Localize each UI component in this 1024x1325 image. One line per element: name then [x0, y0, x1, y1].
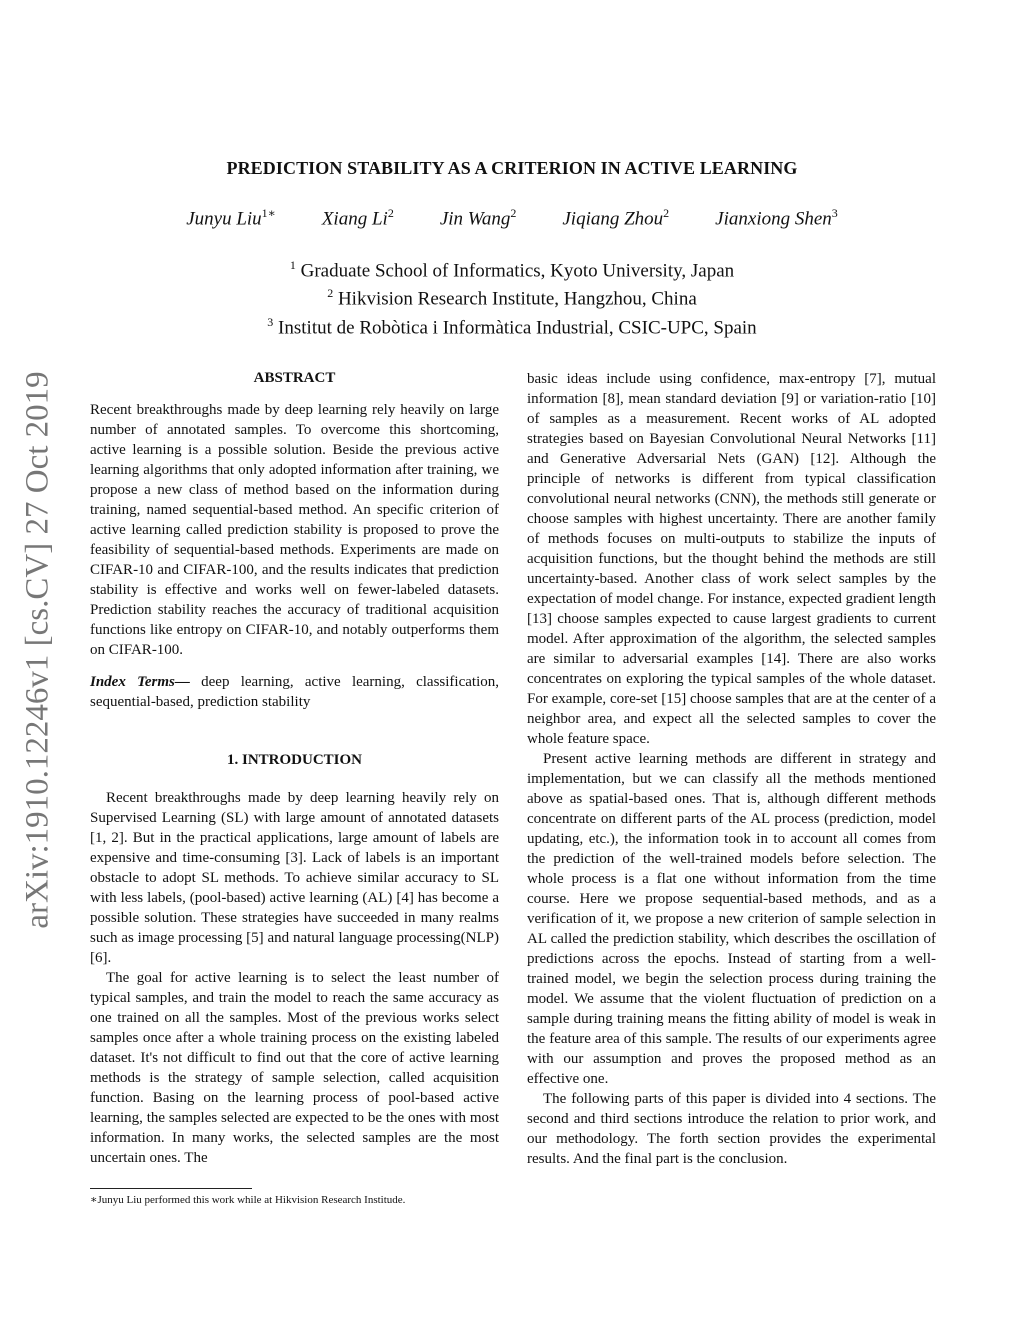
author-name: Junyu Liu: [186, 208, 262, 230]
abstract-text: Recent breakthroughs made by deep learning rely heavily on large number of annotated samples. To overcome this shortcoming, active learning is a possible solution. Beside the previous active learning algorithms that only adopted information after training, we propose a new class of method based on the information during training, named sequential-based method. An specific criterion of active learning called prediction stability is proposed to prove the feasibility of sequential-based methods. Experiments are made on CIFAR-10 and CIFAR-100, and the results indicates that prediction stability is effective and works well on fewer-labeled datasets. Prediction stability reaches the accuracy of traditional acquisition functions like entropy on CIFAR-10, and notably outperforms them on CIFAR-100.: [90, 402, 499, 658]
right-column: [527, 369, 936, 1169]
footnote-text: ∗Junyu Liu performed this work while at Hikvision Research Institude.: [90, 1194, 406, 1206]
paragraph: Present active learning methods are different in strategy and implementation, but we can classify all the methods mentioned above as spatial-based ones. That is, although different methods concentrate on different parts of the AL process (prediction, model updating, etc.), the information took in to account all comes from the prediction of the well-trained models before selection. The whole process is a flat one without information from the time course. Here we propose sequential-based methods, and as a verification of it, we propose a new criterion of sample selection in AL called the prediction stability, which describes the oscillation of predictions across the epochs. Instead of starting from a well-trained model, we begin the selection process during training the model. We assume that the violent fluctuation of prediction on a sample during training means the fitting ability of model is weak in the feature area of this sample. The results of our experiments agree with our assumption and proves the proposed method as an effective one.: [527, 751, 936, 1087]
affil-mark: 1: [289, 258, 296, 272]
author-name: Jiqiang Zhou: [562, 208, 664, 230]
affil-mark: 2: [327, 286, 334, 301]
abstract-heading: ABSTRACT: [253, 370, 336, 386]
author-affil-mark: 2: [510, 206, 517, 220]
author: [186, 206, 276, 230]
author: [322, 206, 394, 230]
index-terms: [90, 672, 499, 712]
paper-title: PREDICTION STABILITY AS A CRITERION IN ACTIVE LEARNING: [226, 158, 798, 178]
author-name: Jianxiong Shen: [715, 208, 832, 230]
affil-text: Hikvision Research Institute, Hangzhou, China: [337, 288, 697, 310]
affiliation: [0, 282, 1024, 310]
author-affil-mark: 2: [663, 206, 670, 220]
affiliation: [0, 254, 1024, 282]
author-affil-mark: 1∗: [261, 206, 276, 220]
affiliations: [0, 254, 1024, 339]
author-list: [0, 206, 1024, 230]
paragraph: The following parts of this paper is divided into 4 sections. The second and third sections introduce the relation to prior work, and our methodology. The forth section provides the experimental results. And the final part is the conclusion.: [527, 1091, 936, 1167]
section-heading: 1. INTRODUCTION: [226, 752, 362, 768]
author-affil-mark: 2: [387, 206, 394, 220]
arxiv-identifier: arXiv:1910.12246v1 [cs.CV] 27 Oct 2019: [19, 371, 56, 929]
paragraph: Recent breakthroughs made by deep learning heavily rely on Supervised Learning (SL) with large amount of annotated datasets [1, 2]. But in the practical applications, large amount of labels are expensive and time-consuming [3]. Lack of labels is an important obstacle to adopt SL methods. To achieve similar accuracy to SL with less labels, (pool-based) active learning (AL) [4] has become a possible solution. These strategies have succeeded in many realms such as image processing [5] and natural language processing(NLP) [6].: [90, 790, 499, 966]
affil-text: Graduate School of Informatics, Kyoto University, Japan: [300, 260, 735, 282]
author-affil-mark: 3: [831, 206, 838, 220]
author-name: Jin Wang: [439, 208, 511, 230]
author: [440, 206, 517, 230]
left-column: [90, 368, 499, 1168]
author-name: Xiang Li: [321, 208, 388, 230]
index-terms-text: deep learning, active learning, classification, sequential-based, prediction stability: [90, 674, 499, 710]
footnote-rule: [90, 1188, 252, 1189]
index-terms-label: Index Terms—: [90, 674, 190, 690]
author: [562, 206, 669, 230]
paragraph: The goal for active learning is to select the least number of typical samples, and train the model to reach the same accuracy as one trained on all the samples. Most of the previous works select samples once after a whole training process on the existing labeled dataset. It's not difficult to find out that the core of active learning methods is the strategy of sample selection, called acquisition function. Basing on the learning process of pool-based active learning, the samples selected are expected to be the ones with most information. In many works, the selected samples are the most uncertain ones. The: [90, 970, 499, 1166]
footnote: [90, 1188, 499, 1206]
affil-mark: 3: [267, 314, 274, 329]
author: [715, 206, 838, 230]
affiliation: [0, 311, 1024, 339]
affil-text: Institut de Robòtica i Informàtica Industrial, CSIC-UPC, Spain: [278, 316, 757, 338]
paragraph: basic ideas include using confidence, max-entropy [7], mutual information [8], mean standard deviation [9] or variation-ratio [10] of samples as a measurement. Recent works of AL adopted strategies based on Bayesian Convolutional Neural Networks [11] and Generative Adversarial Nets (GAN) [12]. Although the principle of networks is different from typical classification convolutional neural networks (CNN), the methods still generate or choose samples with highest uncertainty. There are another family of methods focuses on multi-outputs to stabilize the inputs of acquisition functions, but the thought behind the methods are still uncertainty-based. Another class of work select samples by the expectation of model change. For instance, expected gradient length [13] choose samples expected to cause largest gradients to current model. After approximation of the algorithm, the selected samples are similar to adversarial examples [14]. There are also works concentrates on exploring the typical samples of the whole dataset. For example, core-set [15] choose samples that are at the center of a neighbor area, and expect all the selected samples to cover the whole feature space.: [527, 371, 937, 747]
